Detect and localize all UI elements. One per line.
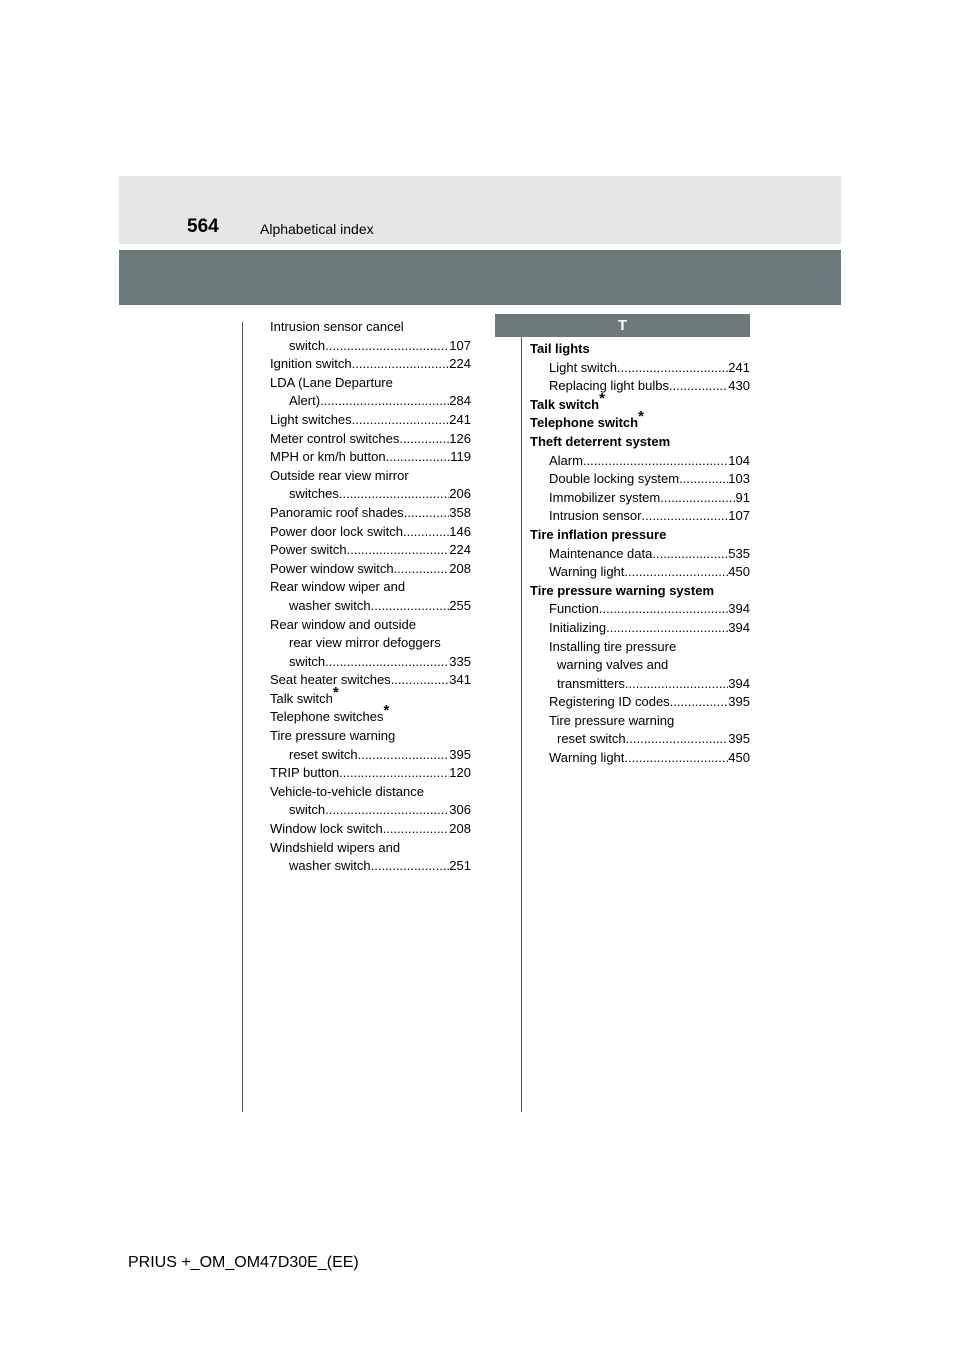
page-ref[interactable]: 107 bbox=[728, 508, 750, 524]
page-ref[interactable]: 224 bbox=[449, 356, 471, 372]
footnote-star: * bbox=[599, 389, 605, 407]
index-entry: Rear window wiper and washer switch ..... 255 bbox=[270, 578, 471, 615]
page-ref[interactable]: 306 bbox=[449, 802, 471, 818]
page-ref[interactable]: 341 bbox=[449, 672, 471, 688]
document-footer: PRIUS +_OM_OM47D30E_(EE) bbox=[128, 1254, 359, 1271]
section-letter-bar: T bbox=[495, 314, 750, 337]
index-subentry: Double locking system ..... 103 bbox=[530, 470, 750, 489]
index-entry: Panoramic roof shades ..... 358 bbox=[270, 504, 471, 523]
page-ref[interactable]: 206 bbox=[449, 486, 471, 502]
page-ref[interactable]: 251 bbox=[449, 858, 471, 874]
page-ref[interactable]: 535 bbox=[728, 545, 750, 561]
index-entry: Meter control switches ..... 126 bbox=[270, 430, 471, 449]
index-entry: Talk switch* bbox=[270, 683, 339, 706]
page-ref[interactable]: 146 bbox=[449, 523, 471, 539]
index-entry: Windshield wipers and washer switch ..... 251 bbox=[270, 839, 471, 876]
page-ref[interactable]: 241 bbox=[728, 359, 750, 375]
index-entry: Ignition switch ..... 224 bbox=[270, 355, 471, 374]
index-subentry: Warning light ..... 450 bbox=[530, 563, 750, 582]
index-entry: MPH or km/h button ..... 119 bbox=[270, 448, 471, 467]
page-ref[interactable]: 284 bbox=[449, 393, 471, 409]
page-ref[interactable]: 394 bbox=[728, 619, 750, 635]
index-subentry: Immobilizer system ..... 91 bbox=[530, 489, 750, 508]
index-entry: Power switch ..... 224 bbox=[270, 541, 471, 560]
index-entry: Light switches ..... 241 bbox=[270, 411, 471, 430]
index-heading: Talk switch* bbox=[530, 389, 605, 412]
page-ref[interactable]: 358 bbox=[449, 504, 471, 520]
index-entry: Outside rear view mirror switches ..... 206 bbox=[270, 467, 471, 504]
index-entry: Window lock switch ..... 208 bbox=[270, 820, 471, 839]
index-subentry: Intrusion sensor ..... 107 bbox=[530, 507, 750, 526]
index-entry: Intrusion sensor cancel switch ..... 107 bbox=[270, 318, 471, 355]
index-entry: Power window switch ..... 208 bbox=[270, 560, 471, 579]
page-ref[interactable]: 394 bbox=[728, 675, 750, 691]
page-ref[interactable]: 208 bbox=[449, 560, 471, 576]
header-dark-band bbox=[119, 250, 841, 305]
page-ref[interactable]: 394 bbox=[728, 601, 750, 617]
index-heading: Tire pressure warning system bbox=[530, 582, 715, 598]
page-ref[interactable]: 104 bbox=[728, 452, 750, 468]
index-heading: Telephone switch* bbox=[530, 408, 644, 431]
page-ref[interactable]: 450 bbox=[728, 750, 750, 766]
index-subentry: Light switch ..... 241 bbox=[530, 359, 750, 378]
index-subentry: Registering ID codes ..... 395 bbox=[530, 693, 750, 712]
index-subentry-line: warning valves and bbox=[557, 657, 669, 673]
index-entry: LDA (Lane Departure Alert) ..... 284 bbox=[270, 374, 471, 411]
index-column-left bbox=[270, 318, 471, 876]
footnote-star: * bbox=[383, 702, 390, 720]
index-entry: TRIP button ..... 120 bbox=[270, 764, 471, 783]
index-subentry-line: Tire pressure warning bbox=[549, 712, 675, 728]
page-ref[interactable]: 395 bbox=[728, 731, 750, 747]
index-entry: Vehicle-to-vehicle distance switch ..... 306 bbox=[270, 783, 471, 820]
page-title: Alphabetical index bbox=[260, 221, 374, 237]
index-entry: Power door lock switch ..... 146 bbox=[270, 523, 471, 542]
column-divider-left bbox=[242, 322, 243, 1112]
index-subentry: Warning light ..... 450 bbox=[530, 749, 750, 768]
index-entry: Rear window and outside rear view mirror defoggers switch ..... 335 bbox=[270, 616, 471, 672]
index-column-right bbox=[530, 340, 750, 768]
page-ref[interactable]: 120 bbox=[449, 765, 471, 781]
page-ref[interactable]: 119 bbox=[450, 449, 471, 465]
index-subentry: Initializing ..... 394 bbox=[530, 619, 750, 638]
index-entry: Tire pressure warning reset switch ..... 395 bbox=[270, 727, 471, 764]
page-ref[interactable]: 208 bbox=[449, 821, 471, 837]
index-subentry: Alarm ..... 104 bbox=[530, 452, 750, 471]
index-subentry: Function ..... 394 bbox=[530, 600, 750, 619]
index-heading: Theft deterrent system bbox=[530, 433, 671, 449]
page-ref[interactable]: 126 bbox=[449, 430, 471, 446]
index-entry: Telephone switches* bbox=[270, 702, 390, 725]
index-heading: Tail lights bbox=[530, 341, 590, 356]
page-ref[interactable]: 241 bbox=[449, 411, 471, 427]
page-ref[interactable]: 103 bbox=[728, 471, 750, 487]
header-top-band bbox=[119, 176, 841, 244]
index-subentry: Maintenance data ..... 535 bbox=[530, 545, 750, 564]
page-ref[interactable]: 335 bbox=[449, 653, 471, 669]
footnote-star: * bbox=[638, 408, 644, 426]
column-divider-right bbox=[521, 322, 522, 1112]
page-ref[interactable]: 91 bbox=[735, 489, 750, 505]
page-ref[interactable]: 255 bbox=[449, 597, 471, 613]
index-subentry: Replacing light bulbs ..... 430 bbox=[530, 377, 750, 396]
index-entry: Seat heater switches ..... 341 bbox=[270, 671, 471, 690]
page-ref[interactable]: 395 bbox=[728, 694, 750, 710]
index-subentry-line: Installing tire pressure bbox=[549, 638, 677, 654]
page-ref[interactable]: 395 bbox=[449, 746, 471, 762]
page-ref[interactable]: 450 bbox=[728, 564, 750, 580]
page-ref[interactable]: 224 bbox=[449, 542, 471, 558]
index-subentry: reset switch ..... 395 bbox=[530, 730, 750, 749]
footnote-star: * bbox=[332, 683, 339, 701]
page-ref[interactable]: 107 bbox=[449, 337, 471, 353]
index-subentry: transmitters ..... 394 bbox=[530, 675, 750, 694]
page-number: 564 bbox=[187, 216, 219, 237]
index-heading: Tire inflation pressure bbox=[530, 526, 667, 542]
page-ref[interactable]: 430 bbox=[728, 378, 750, 394]
